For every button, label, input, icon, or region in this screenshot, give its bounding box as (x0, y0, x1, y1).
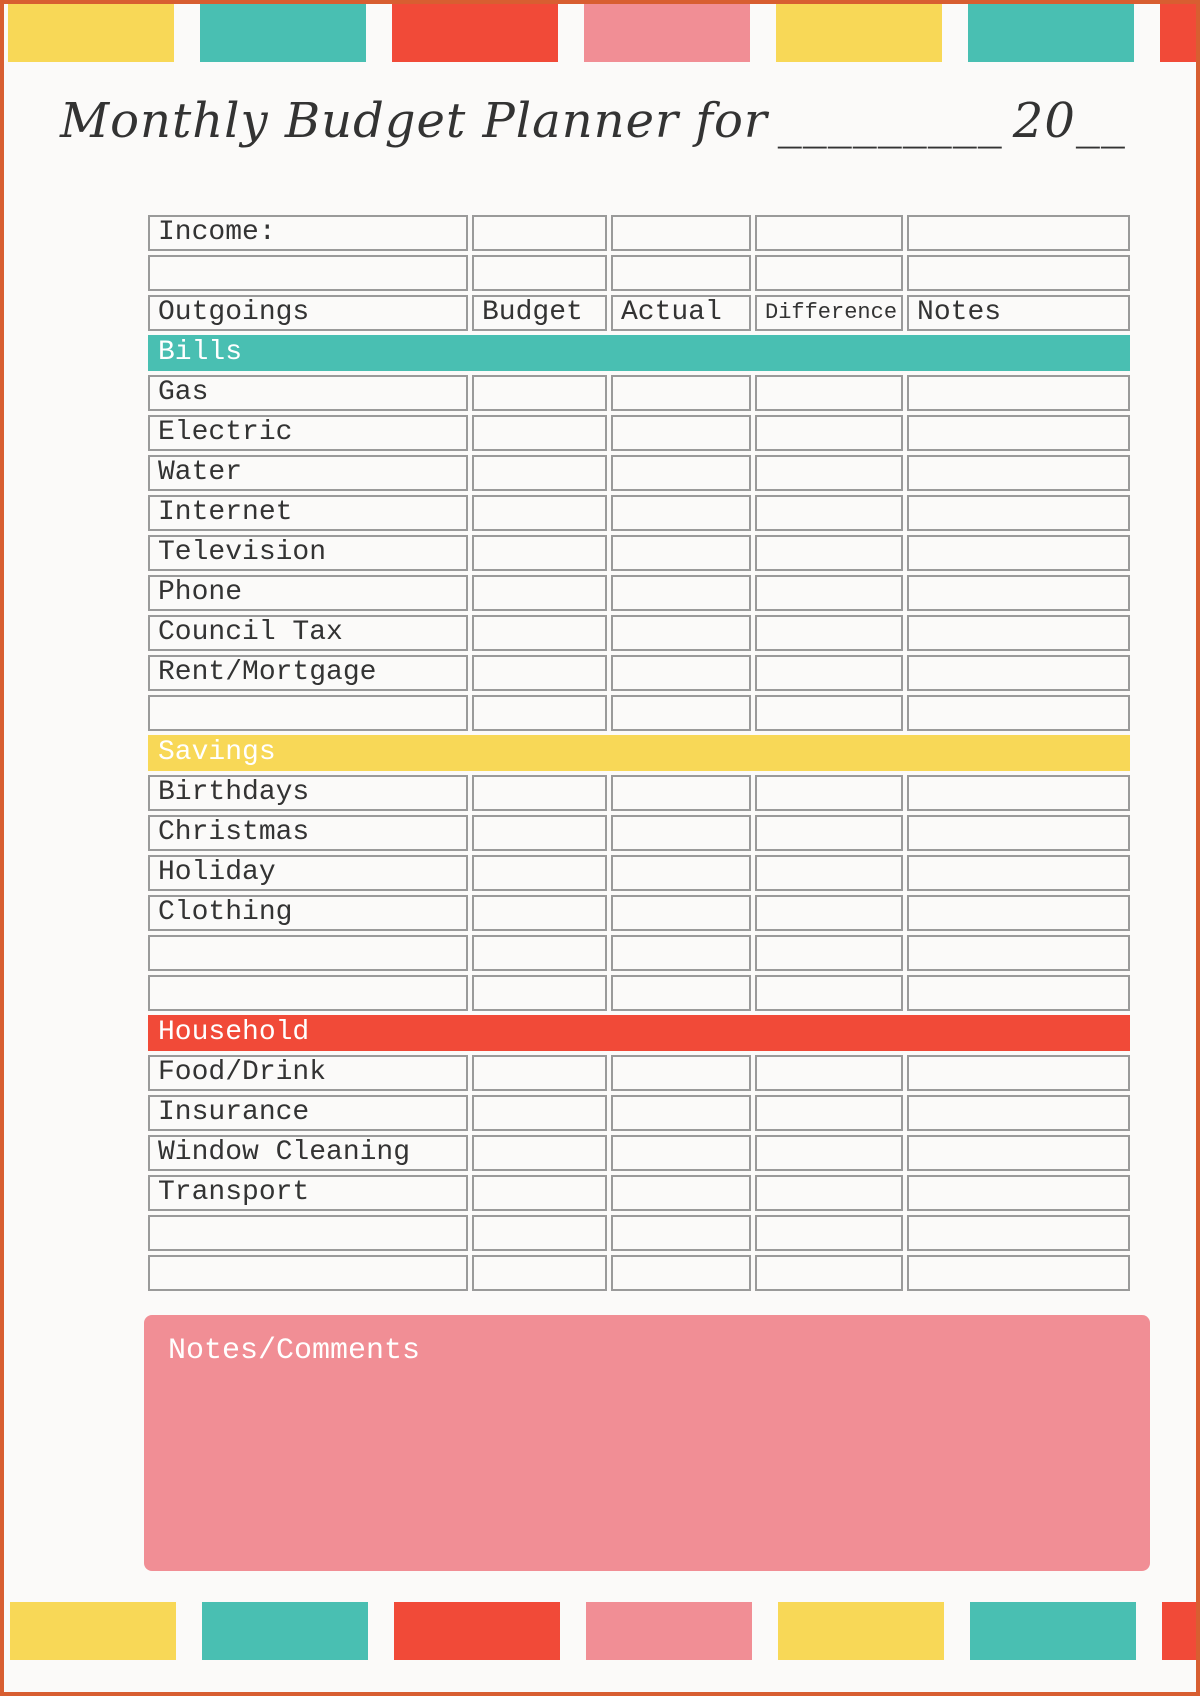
red-color-block (392, 4, 558, 62)
input-cell[interactable] (472, 615, 607, 651)
input-cell[interactable] (755, 575, 903, 611)
input-cell[interactable] (755, 415, 903, 451)
row-label-cell: Council Tax (148, 615, 468, 651)
input-cell[interactable] (611, 935, 751, 971)
input-cell[interactable] (755, 815, 903, 851)
input-cell[interactable] (611, 1055, 751, 1091)
row-label-cell: Window Cleaning (148, 1135, 468, 1171)
yellow-color-block (778, 1602, 944, 1660)
input-cell[interactable] (755, 1215, 903, 1251)
input-cell[interactable] (472, 815, 607, 851)
top-color-strip (8, 4, 1200, 62)
input-cell[interactable] (907, 375, 1130, 411)
input-cell[interactable] (907, 975, 1130, 1011)
input-cell[interactable] (907, 1175, 1130, 1211)
section-band-savings: Savings (148, 735, 1130, 771)
input-cell[interactable] (755, 535, 903, 571)
input-cell[interactable] (472, 575, 607, 611)
row-label-cell: Birthdays (148, 775, 468, 811)
input-cell[interactable] (755, 935, 903, 971)
column-header-notes: Notes (907, 295, 1130, 331)
input-cell[interactable] (611, 415, 751, 451)
input-cell[interactable] (755, 1055, 903, 1091)
input-cell[interactable] (755, 455, 903, 491)
input-cell[interactable] (611, 215, 751, 251)
input-cell[interactable] (907, 1255, 1130, 1291)
input-cell[interactable] (611, 895, 751, 931)
notes-comments-box[interactable] (144, 1315, 1150, 1571)
row-label-cell: Electric (148, 415, 468, 451)
input-cell[interactable] (611, 1175, 751, 1211)
input-cell[interactable] (755, 1255, 903, 1291)
row-label-cell: Food/Drink (148, 1055, 468, 1091)
input-cell[interactable] (611, 575, 751, 611)
input-cell[interactable] (611, 815, 751, 851)
input-cell[interactable] (755, 975, 903, 1011)
input-cell[interactable] (755, 655, 903, 691)
input-cell[interactable] (148, 255, 468, 291)
teal-color-block (202, 1602, 368, 1660)
input-cell[interactable] (472, 1215, 607, 1251)
title-text: Monthly Budget Planner for (60, 93, 768, 149)
input-cell[interactable] (907, 215, 1130, 251)
input-cell[interactable] (472, 1135, 607, 1171)
input-cell[interactable] (907, 695, 1130, 731)
row-label-cell: Transport (148, 1175, 468, 1211)
input-cell[interactable] (472, 1255, 607, 1291)
input-cell[interactable] (755, 615, 903, 651)
input-cell[interactable] (472, 655, 607, 691)
input-cell[interactable] (472, 935, 607, 971)
column-header-outgoings: Outgoings (148, 295, 468, 331)
input-cell[interactable] (472, 1055, 607, 1091)
teal-color-block (200, 4, 366, 62)
input-cell[interactable] (755, 775, 903, 811)
input-cell[interactable] (472, 1095, 607, 1131)
yellow-color-block (10, 1602, 176, 1660)
title-month-blank[interactable]: _________ (777, 93, 1003, 149)
input-cell[interactable] (907, 935, 1130, 971)
input-cell[interactable] (907, 895, 1130, 931)
input-cell[interactable] (907, 455, 1130, 491)
input-cell[interactable] (611, 375, 751, 411)
input-cell[interactable] (472, 375, 607, 411)
column-header-difference: Difference (755, 295, 903, 331)
red-color-block (394, 1602, 560, 1660)
section-band-bills: Bills (148, 335, 1130, 371)
yellow-color-block (776, 4, 942, 62)
row-label-cell: Television (148, 535, 468, 571)
income-label-cell: Income: (148, 215, 468, 251)
row-label-cell: Clothing (148, 895, 468, 931)
input-cell[interactable] (472, 535, 607, 571)
input-cell[interactable] (472, 695, 607, 731)
input-cell[interactable] (907, 655, 1130, 691)
row-label-cell: Rent/Mortgage (148, 655, 468, 691)
blank-label-cell[interactable] (148, 695, 468, 731)
input-cell[interactable] (611, 255, 751, 291)
yellow-color-block (8, 4, 174, 62)
input-cell[interactable] (611, 855, 751, 891)
input-cell[interactable] (755, 495, 903, 531)
row-label-cell: Insurance (148, 1095, 468, 1131)
pink-color-block (586, 1602, 752, 1660)
teal-color-block (968, 4, 1134, 62)
input-cell[interactable] (611, 615, 751, 651)
blank-label-cell[interactable] (148, 1255, 468, 1291)
input-cell[interactable] (472, 215, 607, 251)
input-cell[interactable] (472, 1175, 607, 1211)
blank-label-cell[interactable] (148, 975, 468, 1011)
input-cell[interactable] (907, 1055, 1130, 1091)
input-cell[interactable] (472, 495, 607, 531)
row-label-cell: Gas (148, 375, 468, 411)
row-label-cell: Internet (148, 495, 468, 531)
input-cell[interactable] (907, 855, 1130, 891)
pink-color-block (584, 4, 750, 62)
input-cell[interactable] (907, 775, 1130, 811)
input-cell[interactable] (611, 1255, 751, 1291)
input-cell[interactable] (611, 495, 751, 531)
red-color-block (1160, 4, 1200, 62)
row-label-cell: Water (148, 455, 468, 491)
input-cell[interactable] (907, 1095, 1130, 1131)
input-cell[interactable] (472, 775, 607, 811)
input-cell[interactable] (755, 1095, 903, 1131)
column-header-actual: Actual (611, 295, 751, 331)
input-cell[interactable] (755, 1175, 903, 1211)
red-color-block (1162, 1602, 1200, 1660)
input-cell[interactable] (907, 535, 1130, 571)
row-label-cell: Holiday (148, 855, 468, 891)
input-cell[interactable] (611, 1215, 751, 1251)
input-cell[interactable] (907, 1135, 1130, 1171)
teal-color-block (970, 1602, 1136, 1660)
input-cell[interactable] (472, 895, 607, 931)
blank-label-cell[interactable] (148, 935, 468, 971)
input-cell[interactable] (907, 495, 1130, 531)
input-cell[interactable] (755, 695, 903, 731)
input-cell[interactable] (755, 215, 903, 251)
input-cell[interactable] (907, 615, 1130, 651)
input-cell[interactable] (472, 255, 607, 291)
input-cell[interactable] (907, 575, 1130, 611)
input-cell[interactable] (907, 255, 1130, 291)
row-label-cell: Phone (148, 575, 468, 611)
title-year: 20__ (1012, 93, 1126, 149)
input-cell[interactable] (472, 415, 607, 451)
notes-box-label: Notes/Comments (168, 1334, 421, 1368)
section-band-household: Household (148, 1015, 1130, 1051)
input-cell[interactable] (611, 655, 751, 691)
input-cell[interactable] (611, 975, 751, 1011)
input-cell[interactable] (472, 855, 607, 891)
input-cell[interactable] (755, 375, 903, 411)
column-header-budget: Budget (472, 295, 607, 331)
bottom-color-strip (10, 1602, 1200, 1660)
input-cell[interactable] (611, 695, 751, 731)
input-cell[interactable] (611, 775, 751, 811)
input-cell[interactable] (611, 1095, 751, 1131)
input-cell[interactable] (472, 455, 607, 491)
blank-label-cell[interactable] (148, 1215, 468, 1251)
input-cell[interactable] (611, 1135, 751, 1171)
input-cell[interactable] (907, 815, 1130, 851)
input-cell[interactable] (755, 1135, 903, 1171)
input-cell[interactable] (907, 415, 1130, 451)
input-cell[interactable] (611, 455, 751, 491)
input-cell[interactable] (611, 535, 751, 571)
budget-table (144, 211, 1134, 1295)
input-cell[interactable] (907, 1215, 1130, 1251)
page-title (60, 88, 1126, 155)
row-label-cell: Christmas (148, 815, 468, 851)
input-cell[interactable] (755, 255, 903, 291)
input-cell[interactable] (755, 855, 903, 891)
input-cell[interactable] (755, 895, 903, 931)
input-cell[interactable] (472, 975, 607, 1011)
